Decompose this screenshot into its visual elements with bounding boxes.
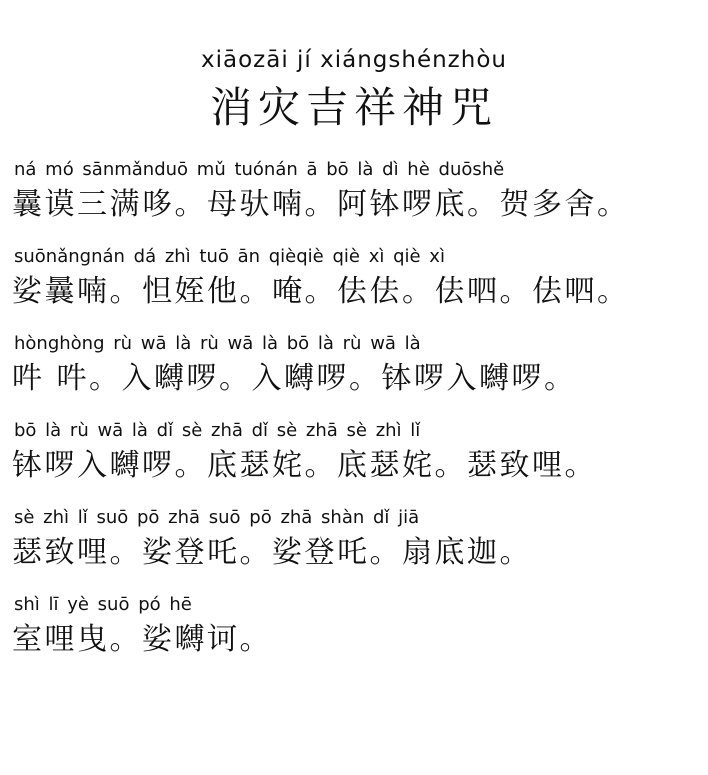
verse-line-hanzi: 娑曩喃。怛姪他。唵。佉佉。佉呬。佉呬。: [12, 274, 630, 309]
title-pinyin: xiāozāi jí xiángshénzhòu: [201, 47, 507, 73]
verse-line-1: [12, 158, 702, 224]
verse-line-pinyin: sè zhì lǐ suō pō zhā suō pō zhā shàn dǐ jiā: [14, 507, 420, 528]
verse-line-5: [12, 506, 702, 572]
verse-line-hanzi: 室哩曳。娑嚩诃。: [12, 622, 272, 657]
verse-line-pinyin: hònghòng rù wā là rù wā là bō là rù wā là: [14, 333, 421, 354]
verse-line-hanzi: 钵啰入嚩啰。底瑟姹。底瑟姹。瑟致哩。: [12, 448, 597, 483]
title-hanzi: 消灾吉祥神咒: [209, 83, 498, 132]
verse-line-3: [12, 332, 702, 398]
verse-line-pinyin: ná mó sānmǎnduō mǔ tuónán ā bō là dì hè duōshě: [14, 159, 505, 180]
verse-line-2: [12, 245, 702, 311]
verse-line-pinyin: bō là rù wā là dǐ sè zhā dǐ sè zhā sè zhì lǐ: [14, 420, 421, 441]
verse-line-hanzi: 瑟致哩。娑登吒。娑登吒。扇底迦。: [12, 535, 532, 570]
verse-line-pinyin: suōnǎngnán dá zhì tuō ān qièqiè qiè xì qiè xì: [14, 246, 445, 267]
verse-line-hanzi: 吽 吽。入嚩啰。入嚩啰。钵啰入嚩啰。: [12, 361, 577, 396]
verse-line-4: [12, 419, 702, 485]
title-block: [0, 44, 708, 134]
verse-line-pinyin: shì lī yè suō pó hē: [14, 594, 192, 615]
verse-line-hanzi: 曩谟三满哆。母驮喃。阿钵啰底。贺多舍。: [12, 187, 630, 222]
verse-line-6: [12, 593, 702, 659]
